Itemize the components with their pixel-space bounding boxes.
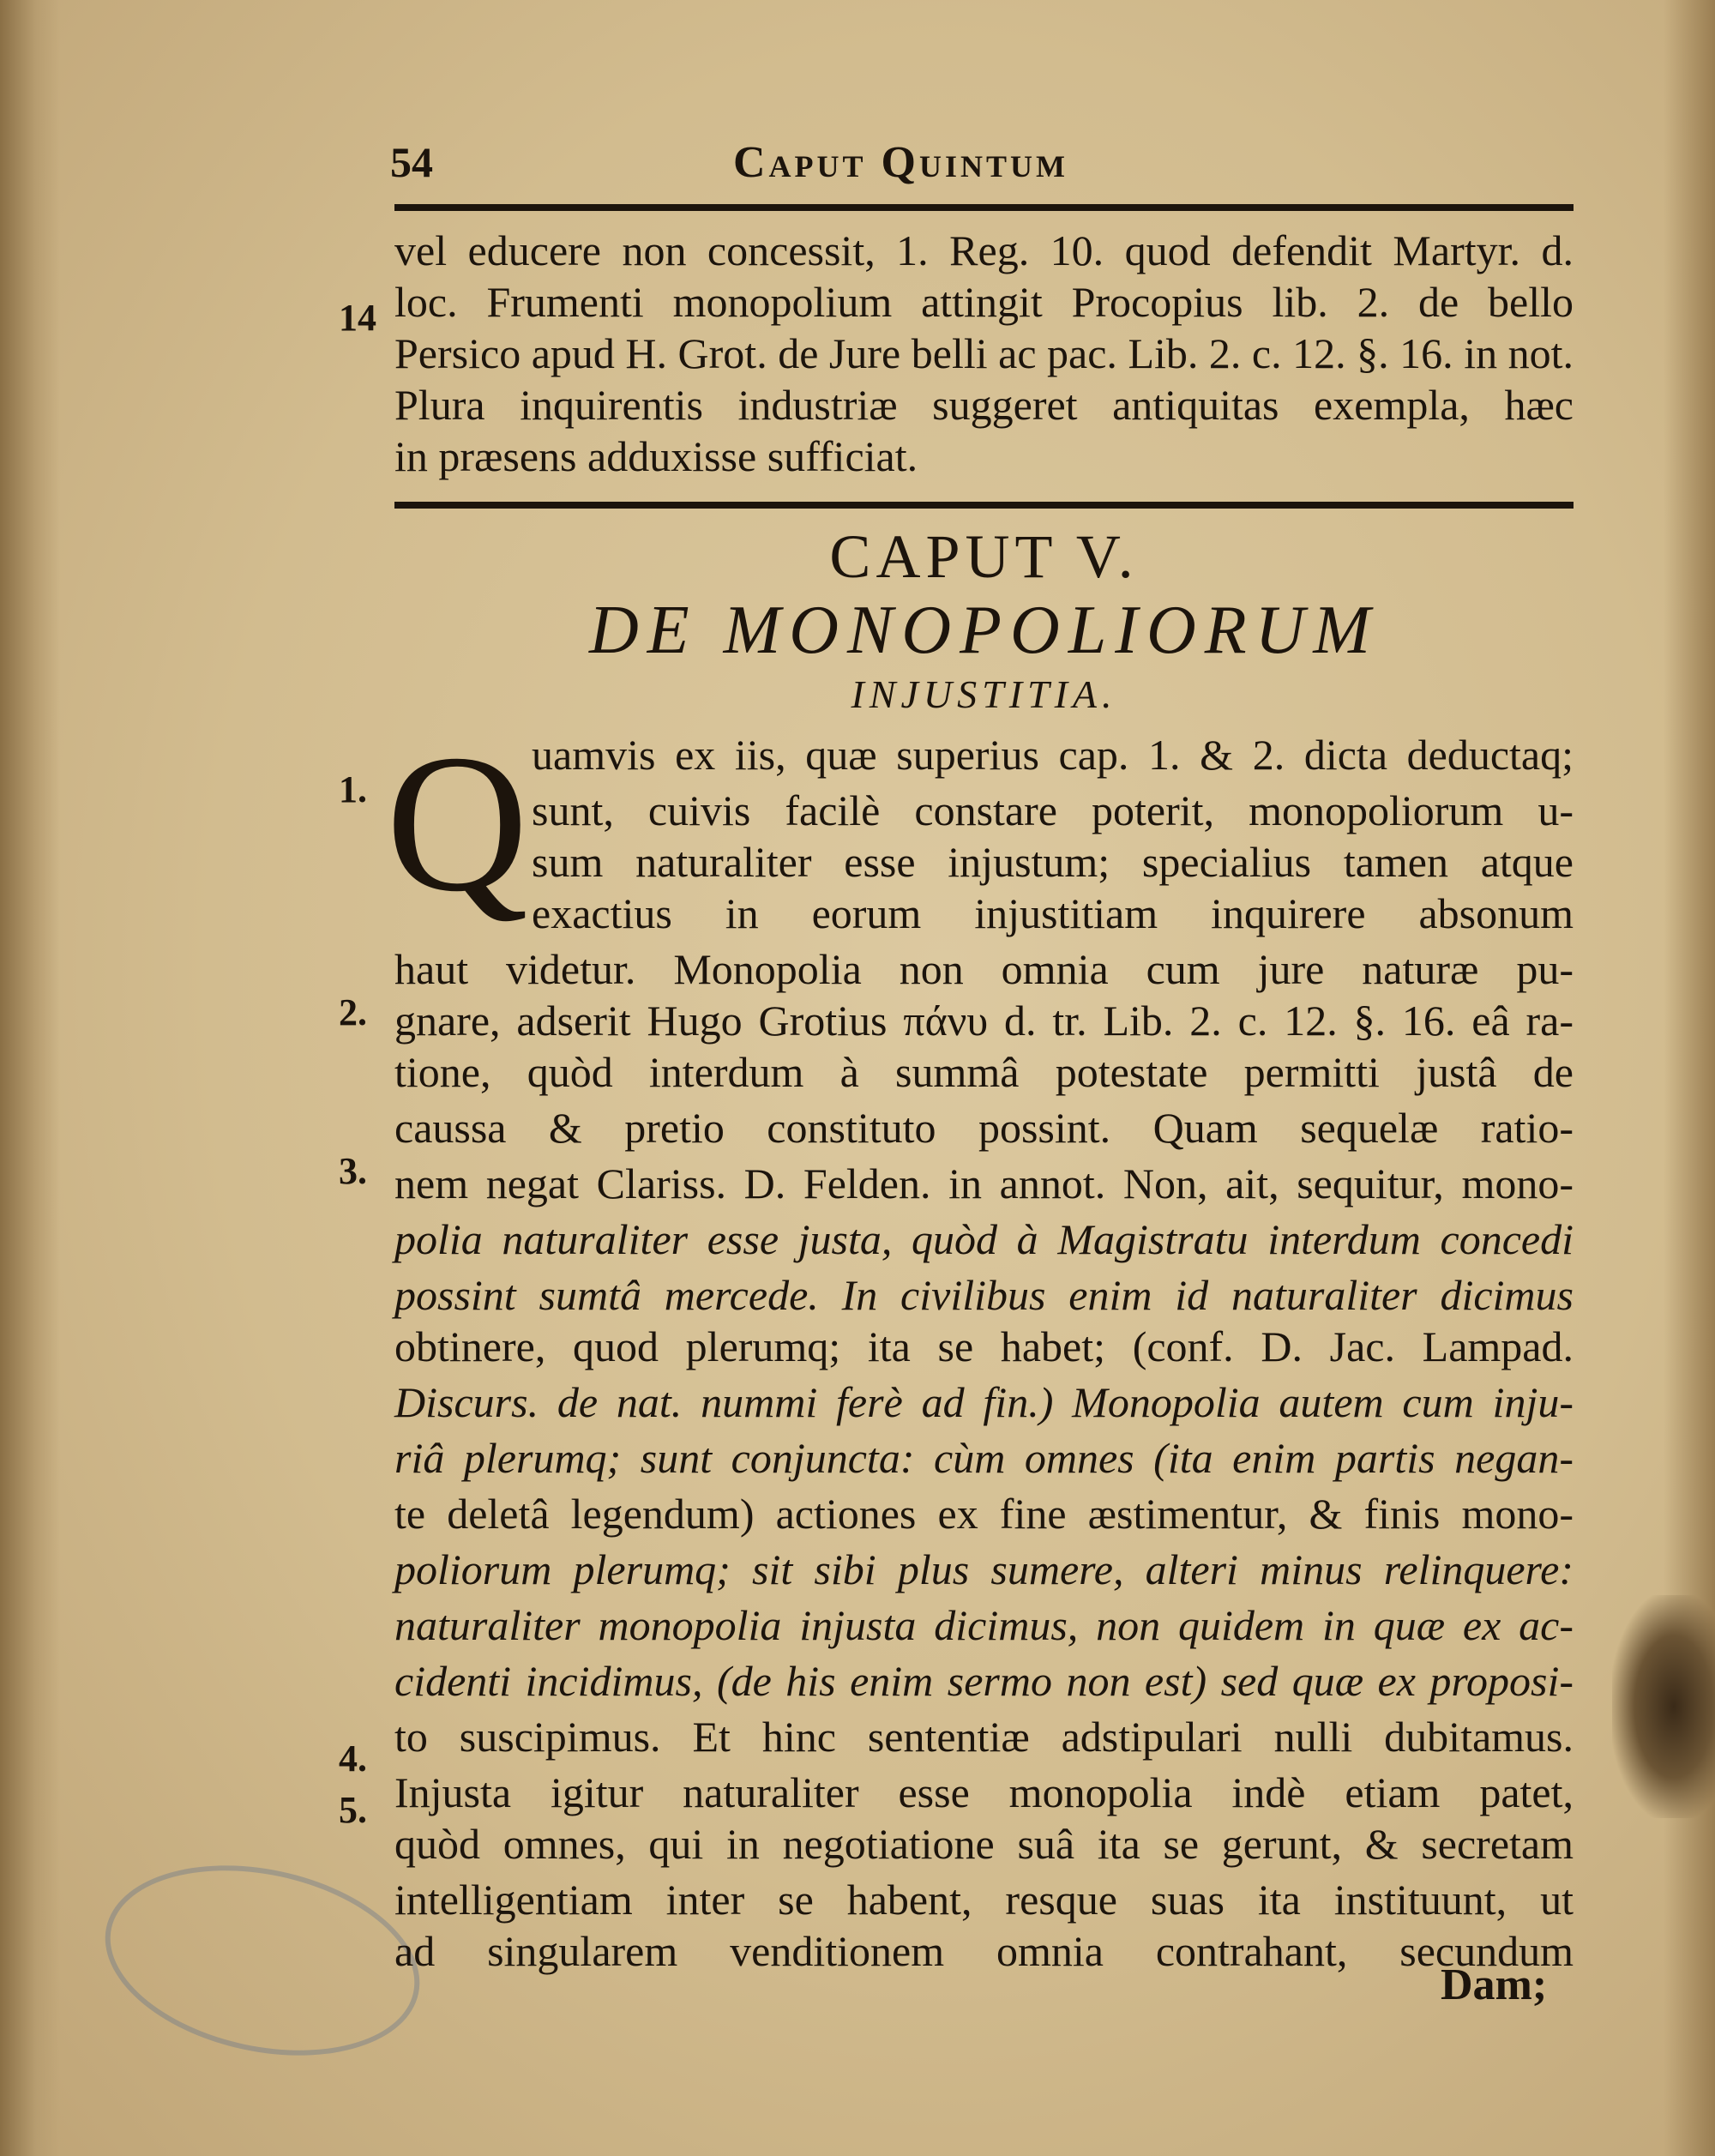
text-line: Injusta igitur naturaliter esse monopolia indè etiam patet, bbox=[394, 1768, 1574, 1816]
text-line: tione, quòd interdum à summâ potestate permitti justâ de bbox=[394, 1048, 1574, 1096]
margin-note: 4. bbox=[339, 1737, 367, 1780]
text-line: haut videtur. Monopolia non omnia cum jure naturæ pu- bbox=[394, 945, 1574, 993]
catchword: Dam; bbox=[1441, 1960, 1548, 2009]
chapter-title-continued: INJUSTITIA. bbox=[851, 672, 1117, 716]
text-line: riâ plerumq; sunt conjuncta: cùm omnes (ita enim partis negan- bbox=[394, 1434, 1574, 1482]
margin-note: 3. bbox=[339, 1150, 367, 1192]
text-line: te deletâ legendum) actiones ex fine æstimentur, & finis mono- bbox=[394, 1490, 1574, 1538]
text-line: cidenti incidimus, (de his enim sermo non est) sed quæ ex proposi- bbox=[394, 1657, 1574, 1705]
text-line: obtinere, quod plerumq; ita se habet; (conf. D. Jac. Lampad. bbox=[394, 1322, 1574, 1370]
margin-note: 5. bbox=[339, 1789, 367, 1831]
text-line: caussa & pretio constituto possint. Quam sequelæ ratio- bbox=[394, 1104, 1574, 1152]
text-line: uamvis ex iis, quæ superius cap. 1. & 2. dicta deductaq; bbox=[532, 731, 1574, 779]
text-line: gnare, adserit Hugo Grotius πάνυ d. tr. Lib. 2. c. 12. §. 16. eâ ra- bbox=[394, 997, 1574, 1045]
drop-cap: Q bbox=[386, 714, 529, 932]
text-line: sum naturaliter esse injustum; specialius tamen atque bbox=[532, 838, 1574, 886]
text-line: sunt, cuivis facilè constare poterit, monopoliorum u- bbox=[532, 786, 1574, 834]
header-rule bbox=[394, 204, 1574, 211]
running-head bbox=[390, 137, 1574, 197]
text-line: in præsens adduxisse sufficiat. bbox=[394, 432, 918, 480]
page-stain bbox=[1612, 1595, 1715, 1818]
text-line: Plura inquirentis industriæ suggeret antiquitas exempla, hæc bbox=[394, 381, 1574, 429]
chapter-number: CAPUT V. bbox=[829, 522, 1139, 591]
margin-note: 1. bbox=[339, 768, 367, 810]
text-line: naturaliter monopolia injusta dicimus, non quidem in quæ ex ac- bbox=[394, 1601, 1574, 1649]
text-line: ad singularem venditionem omnia contrahant, secundum bbox=[394, 1927, 1574, 1975]
text-line: exactius in eorum injustitiam inquirere absonum bbox=[532, 889, 1574, 937]
text-line: intelligentiam inter se habent, resque suas ita instituunt, ut bbox=[394, 1876, 1574, 1924]
library-stamp bbox=[87, 1839, 437, 2083]
text-line: to suscipimus. Et hinc sententiæ adstipulari nulli dubitamus. bbox=[394, 1713, 1574, 1761]
text-line: Persico apud H. Grot. de Jure belli ac pac. Lib. 2. c. 12. §. 16. in not. bbox=[394, 329, 1574, 377]
text-line: Discurs. de nat. nummi ferè ad fin.) Monopolia autem cum inju- bbox=[394, 1378, 1574, 1426]
text-line: vel educere non concessit, 1. Reg. 10. quod defendit Martyr. d. bbox=[394, 226, 1574, 274]
margin-note: 14 bbox=[339, 297, 376, 339]
text-line: polia naturaliter esse justa, quòd à Magistratu interdum concedi bbox=[394, 1215, 1574, 1263]
text-line: possint sumtâ mercede. In civilibus enim id naturaliter dicimus bbox=[394, 1271, 1574, 1319]
page-edge-right bbox=[1664, 0, 1715, 2156]
text-line: loc. Frumenti monopolium attingit Procopius lib. 2. de bello bbox=[394, 278, 1574, 326]
page-edge-left bbox=[0, 0, 60, 2156]
text-line: nem negat Clariss. D. Felden. in annot. Non, ait, sequitur, mono- bbox=[394, 1159, 1574, 1207]
chapter-rule bbox=[394, 502, 1574, 509]
chapter-title: DE MONOPOLIORUM bbox=[588, 593, 1379, 668]
text-line: poliorum plerumq; sit sibi plus sumere, alteri minus relinquere: bbox=[394, 1545, 1574, 1593]
margin-note: 2. bbox=[339, 991, 367, 1033]
page-number: 54 bbox=[390, 138, 433, 186]
text-line: quòd omnes, qui in negotiatione suâ ita se gerunt, & secretam bbox=[394, 1820, 1574, 1868]
running-title: Caput Quintum bbox=[733, 138, 1068, 187]
